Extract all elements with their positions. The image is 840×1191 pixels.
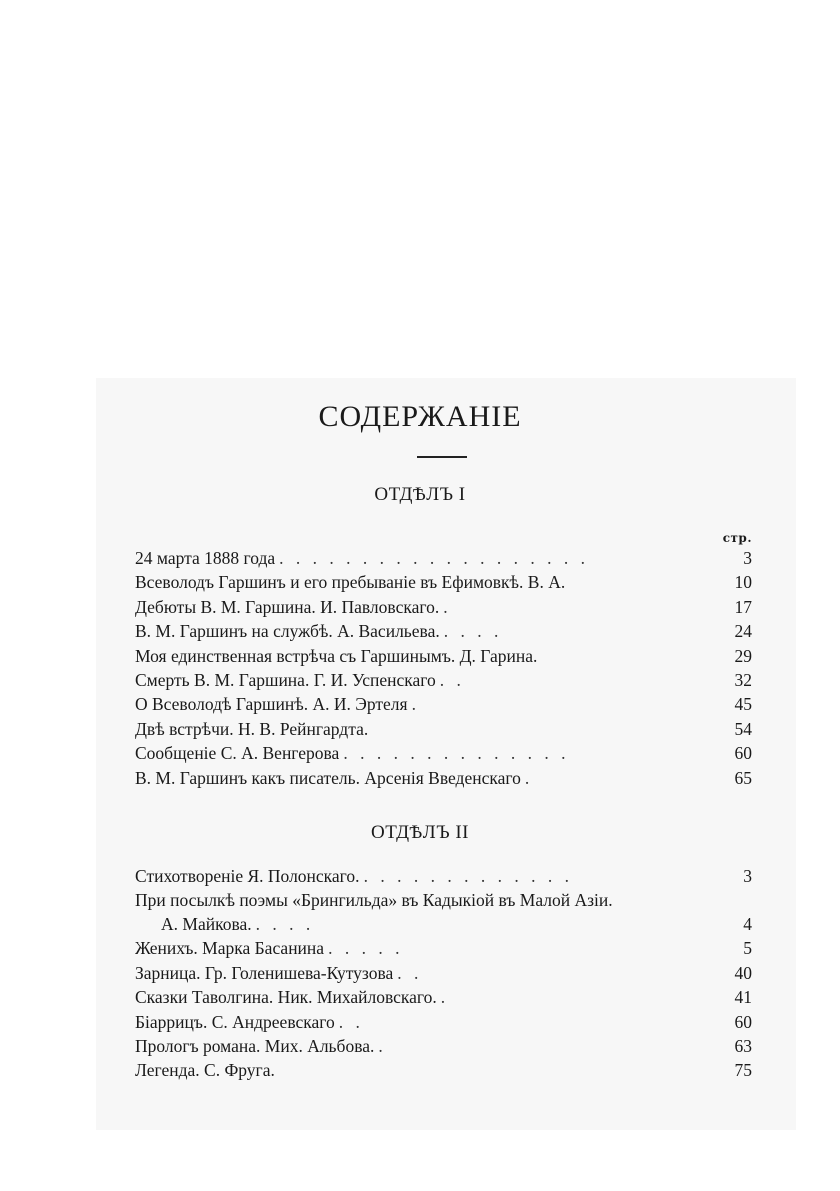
toc-entry[interactable]: [135, 694, 752, 718]
page-title: СОДЕРЖАНІЕ: [318, 400, 522, 433]
entry-page: 3: [743, 548, 752, 568]
entry-title: Двѣ встрѣчи. Н. В. Рейнгардта.: [135, 718, 369, 739]
toc-entry[interactable]: [135, 1060, 752, 1084]
entry-page: 32: [734, 669, 752, 690]
leader-dots: . . . . . . . . . . . . . .: [343, 743, 570, 764]
entry-title: Стихотвореніе Я. Полонскаго.: [135, 866, 360, 886]
entry-page: 45: [734, 694, 752, 715]
toc-entry[interactable]: [135, 938, 752, 962]
entry-page: 60: [734, 743, 752, 764]
leader-dots: .: [411, 694, 420, 715]
leader-dots: . . . . .: [328, 938, 404, 959]
leader-dots: . . . . . . . . . . . . . . . . . . .: [279, 548, 590, 568]
toc-list-section-1: [135, 548, 752, 792]
entry-title: Легенда. С. Фруга.: [135, 1060, 275, 1081]
leader-dots: .: [524, 767, 534, 788]
entry-title: Сообщеніе С. А. Венгерова: [135, 743, 340, 764]
leader-dots: . .: [338, 1011, 364, 1032]
entry-title: Женихъ. Марка Басанина: [135, 938, 325, 959]
leader-dots: . . . . . . . . . . . . .: [363, 866, 573, 886]
entry-line2: [135, 914, 752, 938]
entry-title: Дебюты В. М. Гаршина. И. Павловскаго.: [135, 596, 440, 617]
leader-dots: . .: [439, 669, 465, 690]
toc-entry[interactable]: [135, 987, 752, 1011]
entry-title: Біаррицъ. С. Андреевскаго: [135, 1011, 335, 1032]
entry-title-line2: А. Майкова.: [161, 914, 252, 935]
entry-page: 41: [734, 987, 752, 1008]
toc-entry[interactable]: [135, 572, 752, 596]
section-heading-2: ОТДѢЛЪ II: [370, 822, 470, 843]
toc-entry[interactable]: [135, 866, 752, 890]
page-column-label: стр.: [722, 531, 752, 545]
title-divider: [417, 456, 467, 458]
toc-entry[interactable]: [135, 890, 752, 938]
entry-title: Моя единственная встрѣча съ Гаршинымъ. Д. Гарина.: [135, 645, 538, 666]
entry-page: 17: [734, 596, 752, 617]
entry-page: 60: [734, 1011, 752, 1032]
toc-entry[interactable]: [135, 621, 752, 645]
toc-entry[interactable]: [135, 670, 752, 694]
toc-entry[interactable]: [135, 963, 752, 987]
entry-title: Сказки Таволгина. Ник. Михайловскаго.: [135, 987, 437, 1008]
entry-page: 54: [734, 718, 752, 739]
entry-title: В. М. Гаршинъ какъ писатель. Арсенія Введенскаго: [135, 767, 521, 788]
leader-dots: .: [378, 1035, 387, 1056]
entry-title: 24 марта 1888 года: [135, 548, 276, 568]
toc-entry[interactable]: [135, 1036, 752, 1060]
section-heading-1: ОТДѢЛЪ I: [374, 484, 466, 505]
leader-dots: .: [440, 987, 450, 1008]
entry-page: 3: [743, 866, 752, 886]
entry-title: О Всеволодѣ Гаршинѣ. А. И. Эртеля: [135, 694, 408, 715]
entry-page: 40: [734, 962, 752, 983]
entry-page: 4: [743, 914, 752, 935]
toc-list-section-2: [135, 866, 752, 1085]
leader-dots: . . . .: [255, 914, 315, 935]
entry-title: Всеволодъ Гаршинъ и его пребываніе въ Ефимовкѣ. В. А.: [135, 572, 566, 593]
leader-dots: . .: [397, 962, 423, 983]
toc-entry[interactable]: [135, 743, 752, 767]
entry-title: Зарница. Гр. Голенишева-Кутузова: [135, 962, 394, 983]
leader-dots: . . . .: [443, 621, 503, 642]
toc-entry[interactable]: [135, 597, 752, 621]
leader-dots: .: [443, 596, 452, 617]
toc-entry[interactable]: [135, 719, 752, 743]
entry-page: 63: [734, 1035, 752, 1056]
entry-page: 10: [734, 572, 752, 593]
toc-entry[interactable]: [135, 548, 752, 572]
entry-page: 5: [743, 938, 752, 959]
entry-page: 24: [734, 621, 752, 642]
entry-page: 65: [734, 767, 752, 788]
entry-title: Прологъ романа. Мих. Альбова.: [135, 1035, 375, 1056]
entry-title: В. М. Гаршинъ на службѣ. А. Васильева.: [135, 621, 440, 642]
entry-title: Смерть В. М. Гаршина. Г. И. Успенскаго: [135, 669, 436, 690]
toc-entry[interactable]: [135, 768, 752, 792]
entry-page: 75: [734, 1060, 752, 1081]
entry-page: 29: [734, 645, 752, 666]
toc-entry[interactable]: [135, 1012, 752, 1036]
entry-title-line1: При посылкѣ поэмы «Брингильда» въ Кадыкіой въ Малой Азіи.: [135, 890, 613, 911]
toc-entry[interactable]: [135, 646, 752, 670]
